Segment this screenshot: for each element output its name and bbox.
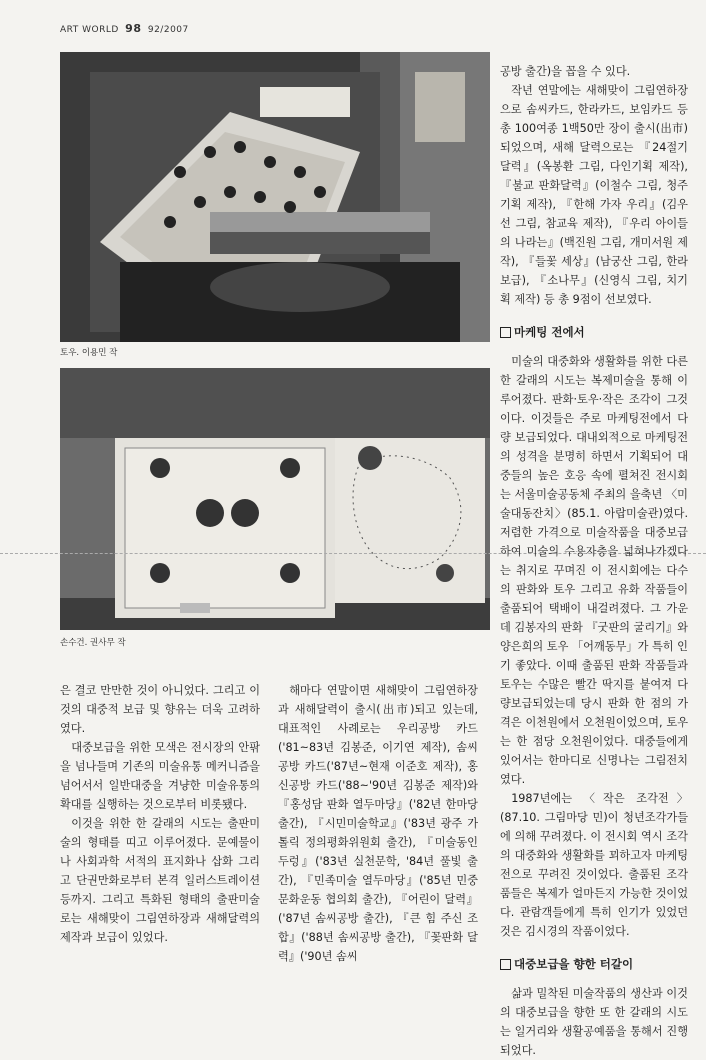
marketing-paragraph-1: 미술의 대중화와 생활화를 위한 다른 한 갈래의 시도는 복제미술을 통해 이루어졌다. 판화·토우·작은 조각이 그것이다. 이것들은 주로 마케팅전에서 다량 보급되었다. 대내외적으로 마케팅전의 성격을 분명히 하면서 기획되어 대중들의 높은 호응 속에 펼쳐진 전시회는 서울미술공동체 주최의 을축년 〈미술대동잔치〉(85.1. 아랍미술관)였다. 저렴한 가격으로 미술작품을 대중보급하여 미술의 수용자층을 넓혀나가겠다는 취지로 꾸며진 이 전시회에는 다수의 판화와 토우 그리고 유화 작품들이 출품되어 택배이 내걸려졌다. 그 가운데 김봉자의 판화 『굿판의 굴리기』와 양은희의 토우 「어깨동무」가 특히 인기 좋았다. 이때 출품된 판화 작품들과 토우는 수많은 빨간 딱지를 붙여져 다량보급되었는데 당시 판화 한 점의 가격은 이천원에서 오천원이었으며, 토우는 한 점당 오천원이었다. 대중들에게 있어서는 한마디로 신명나는 그림전치였다. [500, 355, 688, 786]
right-paragraph-2: 작년 연말에는 새해맞이 그림연하장으로 솜씨카드, 한라카드, 보임카드 등 총 100여종 1백50만 장이 출시(出市)되었으며, 새해 달력으로는 『24절기 달력』(옥봉환 그림, 다인기획 제작), 『불교 판화달력』(이철수 그림, 청주기획 제작), 『한해 가자 우리』(김우선 그림, 참교육 제작), 『우리 아이들의 나라는』(백진원 그림, 개미서원 제작), 『들꽃 세상』(남궁산 그림, 한라 보급), 『소나무』(신영식 그림, 치기획 제작) 등 총 9점이 선보였다. [500, 84, 688, 306]
figure-1-caption: 토우. 이용민 작 [60, 348, 118, 358]
page-number: 98 [125, 22, 142, 35]
figure-2-caption: 손수건. 권사무 작 [60, 638, 126, 648]
marketing-paragraph-2: 1987년에는 〈작은 조각전〉(87.10. 그림마당 민)이 청년조각가들에 의해 꾸려졌다. 이 전시회 역시 조각의 대중화와 생활화를 꾀하고자 마케팅전으로 꾸려진 것이었다. 출품된 조각품들은 복제가 얼마든지 가능한 것이었다. 관람객들에게 특히 인기가 있었던 것은 김시경의 작품이었다. [500, 792, 688, 938]
bottom-middle-column [278, 681, 478, 966]
left-paragraph-3: 이것을 위한 한 갈래의 시도는 출판미술의 형태를 띠고 이루어졌다. 문예물이나 사회과학 서적의 표지화나 삽화 그리고 단권만화로부터 본격 일러스트레이션등까지. 그리고 특화된 형태의 출판미술로는 새해맞이 그림연하장과 새해달력의 제작과 보급이 있었다. [60, 817, 260, 944]
square-bullet-icon [500, 327, 511, 338]
distribution-paragraph-1: 삶과 밀착된 미술작품의 생산과 이것의 대중보급을 향한 또 한 갈래의 시도는 일거리와 생활공예품을 통해서 진행되었다. [500, 987, 688, 1057]
figurine-display-image [60, 52, 490, 342]
magazine-name: ART WORLD [60, 25, 119, 35]
right-paragraph-1: 공방 출간)을 꼽을 수 있다. [500, 65, 631, 78]
section-heading-distribution [500, 955, 688, 974]
left-paragraph-2: 대중보급을 위한 모색은 전시장의 안팎을 넘나들며 기존의 미술유통 메커니즘을 넘어서서 일반대중을 겨냥한 미술유통의 확대를 실행하는 것으로부터 비롯됐다. [60, 741, 260, 811]
page-header [60, 22, 189, 35]
square-bullet-icon [500, 959, 511, 970]
middle-paragraph-1: 해마다 연말이면 새해맞이 그림연하장과 새해달력이 출시(出市)되고 있는데, 대표적인 사례로는 우리공방 카드('81~83년 김봉준, 이기연 제작), 솜씨공방 카드('87년~현재 이준호 제작), 홍신공방 카드('88~'90년 김봉준 제작)와 『홍성담 판화 열두마당』('82년 한마당 출간), 『시민미술학교』('83년 광주 가톨릭 정의평화위원회 출간), 『미술동인 두렁』('83년 실천문학, '84년 풀빛 출간), 『민족미술 열두마당』('85년 민중문화운동 협의회 출간), 『어린이 달력』('87년 솜씨공방 출간), 『큰 힘 주신 조합』('88년 솜씨공방 출간), 『꽃판화 달력』('90년 솜씨 [278, 684, 478, 963]
figure-2-photo [60, 368, 490, 630]
handkerchief-display-image [60, 368, 490, 630]
left-paragraph-1: 은 결코 만만한 것이 아니었다. 그리고 이것의 대중적 보급 및 향유는 더욱 고려하였다. [60, 684, 260, 735]
section-title-marketing: 마케팅 전에서 [514, 325, 585, 339]
figure-1-photo [60, 52, 490, 342]
right-column [500, 62, 688, 1060]
section-heading-marketing [500, 323, 688, 342]
issue-number: 92/2007 [147, 25, 189, 35]
section-title-distribution: 대중보급을 향한 터갈이 [514, 957, 634, 971]
bottom-left-column [60, 681, 260, 947]
